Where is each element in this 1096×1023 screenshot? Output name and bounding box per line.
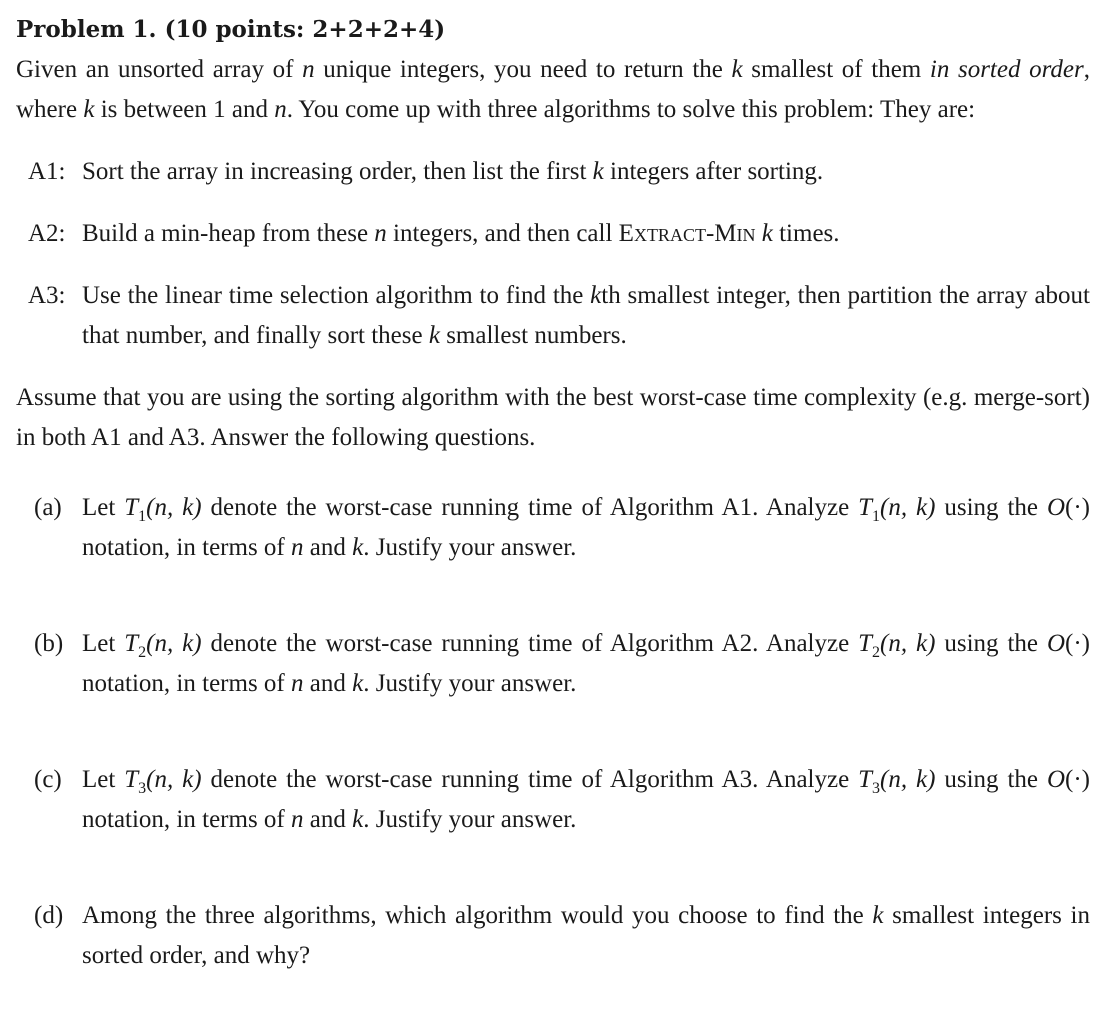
intro-paragraph: Given an unsorted array of n unique integers, you need to return the k smallest of them in sorted order, where k is between 1 and n. You come up with three algorithms to solve this problem: They are: [16, 56, 1090, 123]
problem-title: Problem 1. (10 points: 2+2+2+4) [16, 16, 446, 43]
question-d: (d) Among the three algorithms, which algorithm would you choose to find the k smallest integers in sorted order, and why? [34, 902, 1090, 969]
algorithm-item-a3: A3: Use the linear time selection algorithm to find the kth smallest integer, then partition the array about that number, and finally sort these k smallest numbers. [28, 282, 1090, 349]
algorithm-item-a2: A2: Build a min-heap from these n integers, and then call Extract-Min k times. [28, 220, 840, 247]
question-a: (a) Let $T_1(n$, k) denote the worst-case running time of Algorithm A1. Analyze $T_1(n$, k) using the O(·) notation, in terms of n and k. Justify your answer. [34, 494, 1091, 561]
question-c: (c) Let $T_3(n$, k) denote the worst-case running time of Algorithm A3. Analyze $T_3(n$, k) using the O(·) notation, in terms of n and k. Justify your answer. [34, 766, 1091, 833]
problem-page [16, 10, 1090, 976]
assumption-paragraph: Assume that you are using the sorting algorithm with the best worst-case time complexity (e.g. merge-sort) in both A1 and A3. Answer the following questions. [16, 384, 1090, 451]
algorithm-item-a1: A1: Sort the array in increasing order, then list the first k integers after sorting. [28, 158, 824, 185]
algorithm-list [16, 152, 1090, 356]
question-b: (b) Let $T_2(n$, k) denote the worst-case running time of Algorithm A2. Analyze $T_2(n$, k) using the O(·) notation, in terms of n and k. Justify your answer. [34, 630, 1091, 697]
